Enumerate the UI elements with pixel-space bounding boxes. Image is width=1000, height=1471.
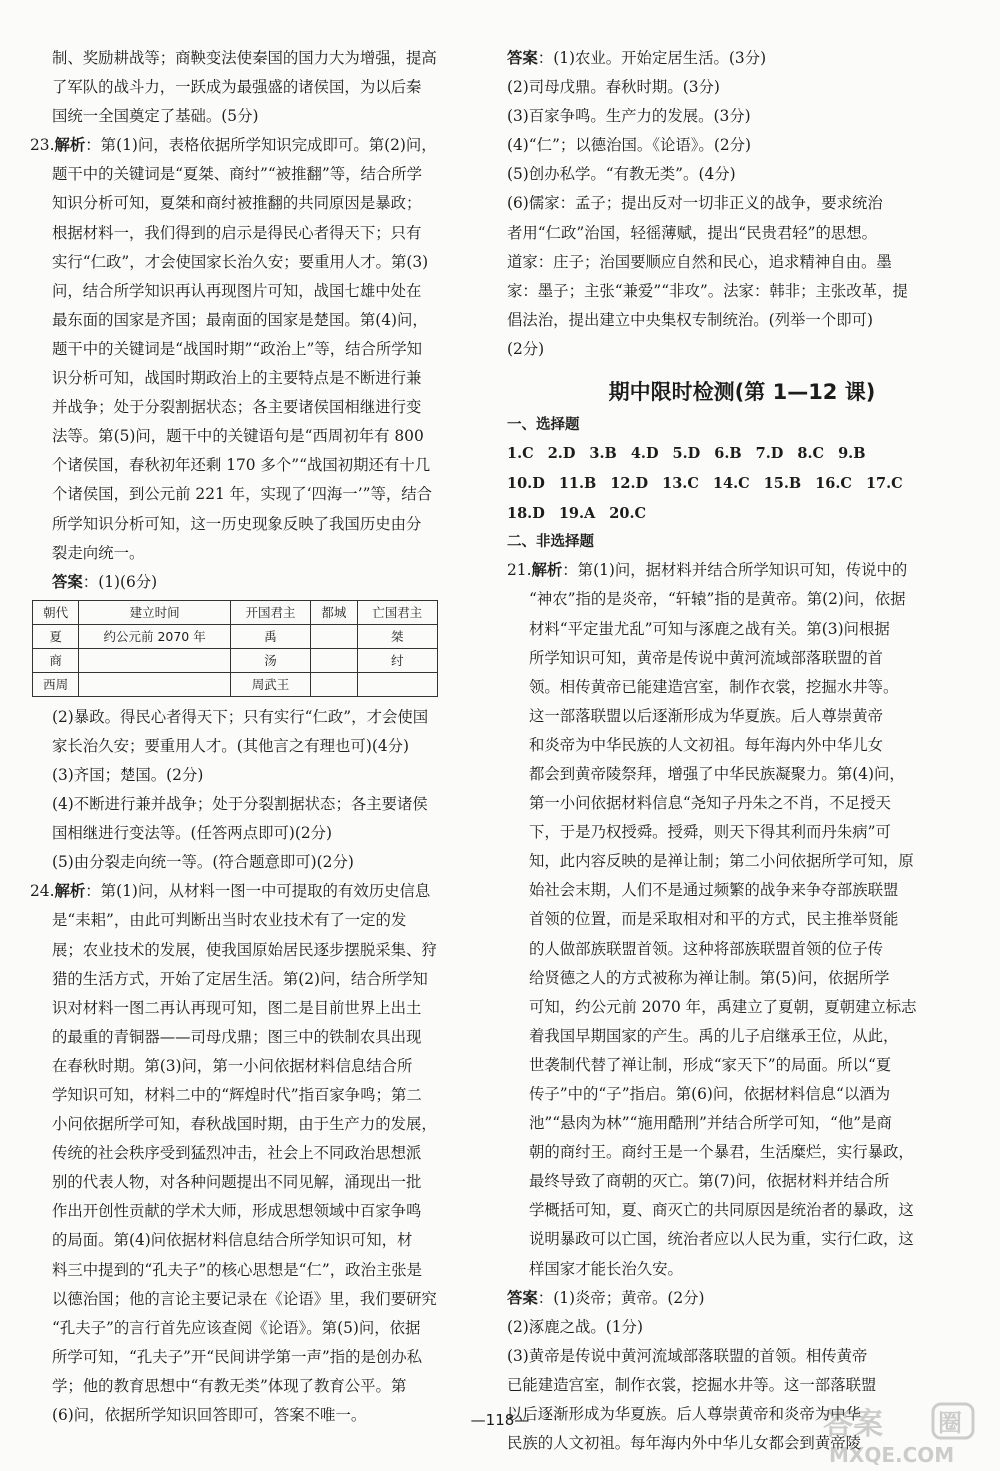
text-line: 可知，约公元前 2070 年，禹建立了夏朝，夏朝建立标志 bbox=[529, 997, 917, 1016]
text-line: 所学知识分析可知，这一历史现象反映了我国历史由分 bbox=[52, 514, 422, 533]
text-line: 在春秋时期。第(3)问，第一小问依据材料信息结合所 bbox=[52, 1056, 413, 1075]
answer-21-heading bbox=[507, 1284, 977, 1313]
table-cell: 纣 bbox=[357, 648, 437, 672]
text-line: 个诸侯国，春秋初年还剩 170 多个”“战国初期还有十几 bbox=[52, 456, 431, 475]
text-line: 所学可知，“孔夫子”开“民间讲学第一声”指的是创办私 bbox=[52, 1347, 423, 1366]
table-cell: 约公元前 2070 年 bbox=[79, 624, 231, 648]
text-line: 个诸侯国，到公元前 221 年，实现了‘四海一’”等，结合 bbox=[52, 485, 433, 504]
watermark-logo bbox=[815, 1398, 985, 1468]
text-line: 民族的人文初祖。每年海内外中华儿女都会到黄帝陵 bbox=[507, 1434, 861, 1453]
text-line: 识对材料一图二再认再现可知，图二是目前世界上出土 bbox=[52, 998, 422, 1017]
text-line: (2)涿鹿之战。(1分) bbox=[507, 1317, 643, 1336]
choice-answer: 10.D bbox=[507, 475, 545, 493]
text-line: 最东面的国家是齐国；最南面的国家是楚国。第(4)问， bbox=[52, 310, 428, 329]
text-line: “孔夫子”的言行首先应该查阅《论语》。第(5)问，依据 bbox=[52, 1318, 421, 1337]
answer-text: ：(1)农业。开始定居生活。(3分) bbox=[537, 49, 767, 67]
text-line: 以后逐渐形成为华夏族。后人尊崇黄帝和炎帝为中华 bbox=[507, 1405, 861, 1424]
text-line: 以德治国；他的言论主要记录在《论语》里，我们要研究 bbox=[52, 1289, 437, 1308]
text-line: (6)儒家：孟子；提出反对一切非正义的战争，要求统治 bbox=[507, 194, 883, 213]
text-line: 所学知识可知，黄帝是传说中黄河流域部落联盟的首 bbox=[529, 648, 883, 667]
answer-text: ：(1)(6分) bbox=[82, 572, 158, 591]
text-line: 给贤德之人的方式被称为禅让制。第(5)问，依据所学 bbox=[529, 968, 890, 987]
choice-answer: 16.C bbox=[815, 475, 852, 493]
text-line: (2分) bbox=[507, 339, 545, 358]
choice-answer: 8.C bbox=[797, 445, 825, 463]
text-line: 最终导致了商朝的灭亡。第(7)问，依据材料并结合所 bbox=[529, 1172, 890, 1191]
text-line: 都会到黄帝陵祭拜，增强了中华民族凝聚力。第(4)问， bbox=[529, 764, 905, 783]
text-line: (2)司母戊鼎。春秋时期。(3分) bbox=[507, 78, 720, 97]
text-line: 这一部落联盟以后逐渐形成为华夏族。后人尊崇黄帝 bbox=[529, 706, 883, 725]
analysis-text: ：第(1)问，从材料一图一中可提取的有效历史信息 bbox=[85, 882, 431, 901]
text-line: 作出开创性贡献的学术大师，形成思想领域中百家争鸣 bbox=[52, 1202, 422, 1221]
part-heading-nonchoice: 二、非选择题 bbox=[507, 534, 594, 551]
table-cell: 夏 bbox=[33, 624, 79, 648]
text-line: 着我国早期国家的产生。禹的儿子启继承王位，从此， bbox=[529, 1026, 899, 1045]
analysis-label: 解析 bbox=[531, 561, 563, 580]
table-row bbox=[33, 648, 438, 672]
choice-answer: 17.C bbox=[865, 475, 903, 493]
table-header-cell: 建立时间 bbox=[79, 600, 231, 624]
choice-answer: 1.C bbox=[507, 445, 534, 463]
text-line: 国相继进行变法等。(任答两点即可)(2分) bbox=[52, 824, 333, 843]
choice-answer: 2.D bbox=[547, 445, 576, 463]
text-line: 和炎帝为中华民族的人文初祖。每年海内外中华儿女 bbox=[529, 735, 883, 754]
table-cell bbox=[357, 672, 437, 696]
table-cell: 禹 bbox=[230, 624, 310, 648]
text-line: 已能建造宫室，制作衣裳，挖掘水井等。这一部落联盟 bbox=[507, 1375, 877, 1394]
text-line: 领。相传黄帝已能建造宫室，制作衣裳，挖掘水井等。 bbox=[529, 677, 899, 696]
text-line: 下，于是乃权授舜。授舜，则天下得其利而丹朱病”可 bbox=[529, 823, 891, 842]
text-line: 倡法治，提出建立中央集权专制统治。(列举一个即可) bbox=[507, 310, 873, 329]
text-line: 首领的位置，而是采取相对和平的方式，民主推举贤能 bbox=[529, 910, 899, 929]
svg-text:圈: 圈 bbox=[938, 1409, 962, 1437]
table-cell: 汤 bbox=[230, 648, 310, 672]
text-line: 制、奖励耕战等；商鞅变法使秦国的国力大为增强，提高 bbox=[52, 49, 437, 67]
text-line: 是“耒耜”，由此可判断出当时农业技术有了一定的发 bbox=[52, 911, 407, 930]
text-line: 世袭制代替了禅让制，形成“家天下”的局面。所以“夏 bbox=[529, 1055, 892, 1074]
text-line: (3)黄帝是传说中黄河流域部落联盟的首领。相传黄帝 bbox=[507, 1346, 868, 1365]
table-row bbox=[33, 624, 438, 648]
text-line: (3)齐国；楚国。(2分) bbox=[52, 765, 204, 784]
choice-answer: 13.C bbox=[662, 475, 699, 493]
text-line: 传子”中的“子”指启。第(6)问，依据材料信息“以酒为 bbox=[529, 1085, 891, 1103]
text-line: 根据材料一，我们得到的启示是得民心者得天下；只有 bbox=[52, 223, 422, 242]
text-line: 料三中提到的“孔夫子”的核心思想是“仁”，政治主张是 bbox=[52, 1260, 423, 1279]
answer-text: ：(1)炎帝；黄帝。(2分) bbox=[537, 1288, 705, 1307]
answer-23-parts bbox=[30, 703, 478, 878]
table-header-row bbox=[33, 600, 438, 624]
text-line: 题干中的关键词是“夏桀、商纣”“被推翻”等，结合所学 bbox=[52, 165, 423, 184]
text-line: (3)百家争鸣。生产力的发展。(3分) bbox=[507, 107, 751, 126]
text-line: 的局面。第(4)问依据材料信息结合所学知识可知，材 bbox=[52, 1231, 413, 1250]
table-header-cell: 朝代 bbox=[33, 600, 79, 624]
question-number: 21. bbox=[507, 561, 532, 580]
choice-answer: 12.D bbox=[610, 475, 649, 493]
page-number: —118— bbox=[470, 1411, 530, 1429]
text-line: (2)暴政。得民心者得天下；只有实行“仁政”，才会使国 bbox=[52, 707, 429, 726]
svg-text:答案: 答案 bbox=[823, 1407, 883, 1442]
choice-answer: 3.B bbox=[589, 445, 617, 463]
question-24-analysis bbox=[30, 906, 478, 1430]
text-line: 并战争；处于分裂割据状态；各主要诸侯国相继进行变 bbox=[52, 398, 422, 417]
table-header-cell: 亡国君主 bbox=[357, 600, 437, 624]
svg-text:MXQE.COM: MXQE.COM bbox=[829, 1443, 955, 1467]
table-header-cell: 开国君主 bbox=[230, 600, 310, 624]
table-cell: 周武王 bbox=[230, 672, 310, 696]
question-23-first-line bbox=[30, 131, 478, 160]
table-header-cell: 都城 bbox=[311, 600, 357, 624]
table-cell bbox=[311, 648, 357, 672]
text-line: 识分析可知，战国时期政治上的主要特点是不断进行兼 bbox=[52, 369, 422, 388]
choice-answer: 11.B bbox=[558, 475, 597, 493]
analysis-text: ：第(1)问，据材料并结合所学知识可知，传说中的 bbox=[562, 561, 908, 580]
text-line: 家：墨子；主张“兼爱”“非攻”。法家：韩非；主张改革，提 bbox=[507, 281, 908, 300]
text-line: 国统一全国奠定了基础。(5分) bbox=[52, 107, 259, 126]
analysis-text: ：第(1)问，表格依据所学知识完成即可。第(2)问， bbox=[85, 136, 437, 155]
text-line: (6)问，依据所学知识回答即可，答案不唯一。 bbox=[52, 1406, 367, 1425]
table-cell: 商 bbox=[33, 648, 79, 672]
text-line: 的最重的青铜器——司母戊鼎；图三中的铁制农具出现 bbox=[52, 1027, 422, 1046]
answer-23-heading bbox=[30, 568, 478, 597]
choice-answer: 5.D bbox=[672, 445, 701, 463]
table-cell: 西周 bbox=[33, 672, 79, 696]
table-cell bbox=[79, 672, 231, 696]
text-line: 学；他的教育思想中“有教无类”体现了教育公平。第 bbox=[52, 1376, 407, 1395]
answer-label: 答案 bbox=[507, 49, 538, 67]
text-line: 池”“悬肉为林”“施用酷刑”并结合所学可知，“他”是商 bbox=[529, 1114, 892, 1133]
text-line: 裂走向统一。 bbox=[52, 543, 145, 562]
table-body bbox=[33, 624, 438, 696]
text-line: 传统的社会秩序受到猛烈冲击，社会上不同政治思想派 bbox=[52, 1144, 422, 1163]
question-number: 24. bbox=[30, 882, 55, 901]
analysis-label: 解析 bbox=[54, 882, 86, 901]
text-line: 材料“平定蚩尤乱”可知与涿鹿之战有关。第(3)问根据 bbox=[529, 619, 890, 638]
text-line: 知，此内容反映的是禅让制；第二小问依据所学可知，原 bbox=[529, 852, 914, 871]
text-line: (4)“仁”；以德治国。《论语》。(2分) bbox=[507, 136, 752, 155]
text-line: 学概括可知，夏、商灭亡的共同原因是统治者的暴政，这 bbox=[529, 1201, 914, 1220]
text-line: 问，结合所学知识再认再现图片可知，战国七雄中处在 bbox=[52, 281, 422, 300]
table-cell bbox=[311, 624, 357, 648]
text-line: 的人做部族联盟首领。这种将部族联盟首领的位子传 bbox=[529, 939, 883, 958]
text-line: (5)创办私学。“有教无类”。(4分) bbox=[507, 165, 736, 184]
text-line: 别的代表人物，对各种问题提出不同见解，涌现出一批 bbox=[52, 1173, 422, 1192]
choice-answer: 4.D bbox=[630, 445, 659, 463]
question-number: 23. bbox=[30, 136, 55, 155]
text-line: (4)不断进行兼并战争；处于分裂割据状态；各主要诸侯 bbox=[52, 795, 428, 814]
text-line: 者用“仁政”治国，轻徭薄赋，提出“民贵君轻”的思想。 bbox=[507, 223, 878, 242]
text-line: 知识分析可知，夏桀和商纣被推翻的共同原因是暴政； bbox=[52, 194, 422, 213]
choice-answer: 7.D bbox=[755, 445, 784, 463]
text-line: 说明暴政可以亡国，统治者应以人民为重，实行仁政，这 bbox=[529, 1230, 914, 1249]
text-line: 题干中的关键词是“战国时期”“政治上”等，结合所学知 bbox=[52, 339, 423, 358]
dynasty-table bbox=[32, 600, 438, 697]
text-line: 实行“仁政”，才会使国家长治久安；要重用人才。第(3) bbox=[52, 252, 429, 271]
text-line: (5)由分裂走向统一等。(符合题意即可)(2分) bbox=[52, 853, 354, 872]
left-top-lines bbox=[30, 44, 478, 131]
text-line: 第一小问依据材料信息“尧知子丹朱之不肖，不足授天 bbox=[529, 794, 891, 813]
choice-answer: 9.B bbox=[838, 445, 866, 463]
text-line: 样国家才能长治久安。 bbox=[529, 1259, 683, 1278]
table-cell bbox=[79, 648, 231, 672]
analysis-label: 解析 bbox=[54, 136, 86, 155]
text-line: 展；农业技术的发展，使我国原始居民逐步摆脱采集、狩 bbox=[52, 940, 437, 959]
answer-24-parts bbox=[507, 73, 977, 364]
choice-answer: 18.D bbox=[507, 505, 545, 523]
text-line: 始社会末期，人们不是通过频繁的战争来争夺部族联盟 bbox=[529, 881, 899, 900]
question-24-first-line bbox=[30, 877, 478, 906]
choice-answer-row bbox=[507, 469, 977, 499]
answer-24-first-line bbox=[507, 44, 977, 73]
table-cell bbox=[311, 672, 357, 696]
answer-label: 答案 bbox=[507, 1288, 538, 1307]
choice-answer: 15.B bbox=[763, 475, 802, 493]
text-line: 道家：庄子；治国要顺应自然和民心，追求精神自由。墨 bbox=[507, 252, 892, 271]
choice-answer: 19.A bbox=[558, 505, 596, 523]
choice-answer: 6.B bbox=[714, 445, 742, 463]
table-cell: 桀 bbox=[357, 624, 437, 648]
choice-answer-row bbox=[507, 499, 977, 529]
text-line: 学知识可知，材料二中的“辉煌时代”指百家争鸣；第二 bbox=[52, 1086, 422, 1104]
text-line: 猎的生活方式，开始了定居生活。第(2)问，结合所学知 bbox=[52, 969, 428, 988]
question-23-analysis bbox=[30, 160, 478, 567]
part-heading-choice: 一、选择题 bbox=[507, 417, 580, 434]
choice-answer: 14.C bbox=[712, 475, 750, 493]
answer-label: 答案 bbox=[52, 572, 83, 591]
left-column bbox=[30, 44, 478, 1430]
text-line: 小问依据所学可知，春秋战国时期，由于生产力的发展， bbox=[52, 1115, 437, 1134]
question-21-analysis bbox=[507, 585, 977, 1283]
text-line: 朝的商纣王。商纣王是一个暴君，生活糜烂，实行暴政， bbox=[529, 1143, 914, 1162]
text-line: 法等。第(5)问，题干中的关键语句是“西周初年有 800 bbox=[52, 427, 424, 446]
choice-answer: 20.C bbox=[609, 505, 647, 523]
multiple-choice-answers bbox=[507, 439, 977, 529]
text-line: 了军队的战斗力，一跃成为最强盛的诸侯国，为以后秦 bbox=[52, 78, 422, 97]
text-line: “神农”指的是炎帝，“轩辕”指的是黄帝。第(2)问，依据 bbox=[529, 590, 906, 609]
text-line: 家长治久安；要重用人才。(其他言之有理也可)(4分) bbox=[52, 736, 410, 755]
section-title: 期中限时检测(第 1—12 课) bbox=[608, 380, 876, 405]
question-21-first-line bbox=[507, 556, 977, 585]
right-column bbox=[507, 44, 977, 1458]
choice-answer-row bbox=[507, 439, 977, 469]
table-row bbox=[33, 672, 438, 696]
